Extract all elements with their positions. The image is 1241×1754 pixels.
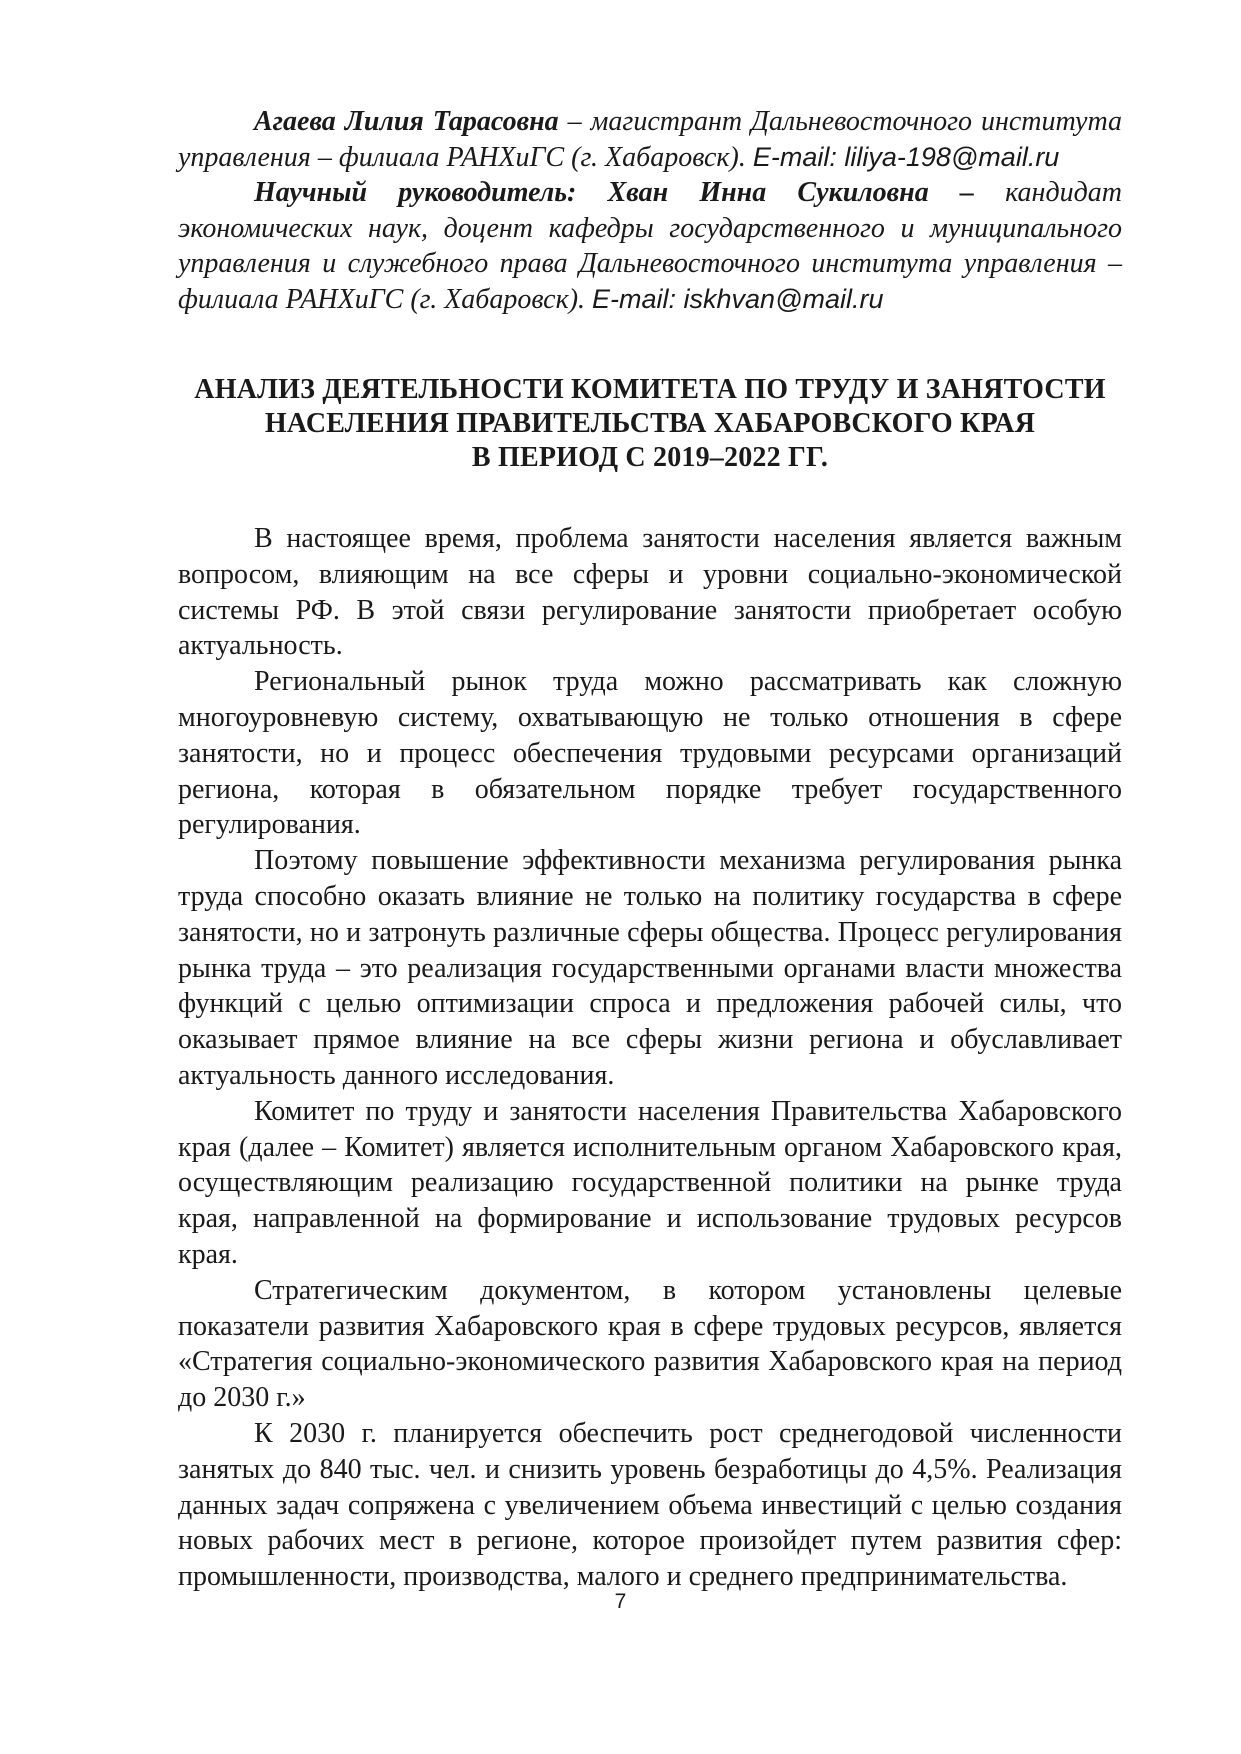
author-info-2 <box>178 175 1122 317</box>
author-block <box>178 104 1122 317</box>
author-name-2: Научный руководитель: Хван Инна Сукиловна – <box>254 177 974 208</box>
paragraph: К 2030 г. планируется обеспечить рост среднегодовой численности занятых до 840 тыс. чел. и снизить уровень безработицы до 4,5%. Реализация данных задач сопряжена с увеличением объема инвестиций с целью создания новых рабочих мест в регионе, которое произойдет путем развития сфер: промышленности, производства, малого и среднего предпринимательства. <box>178 1417 1122 1593</box>
article-title <box>178 373 1122 475</box>
author-email-1[interactable]: E-mail: liliya-198@mail.ru <box>752 141 1060 172</box>
paragraph: Региональный рынок труда можно рассматривать как сложную многоуровневую систему, охватывающую не только отношения в сфере занятости, но и процесс обеспечения трудовыми ресурсами организаций региона, которая в обязательном порядке требует государственного регулирования. <box>178 666 1122 841</box>
paragraph: Поэтому повышение эффективности механизма регулирования рынка труда способно оказать влияние не только на политику государства в сфере занятости, но и затронуть различные сферы общества. Процесс регулирования рынка труда – это реализация государственными органами власти множества функций с целью оптимизации спроса и предложения рабочей силы, что оказывает прямое влияние на все сферы жизни региона и обуславливает актуальность данного исследования. <box>178 845 1122 1091</box>
paragraph: В настоящее время, проблема занятости населения является важным вопросом, влияющим на все сферы и уровни социально-экономической системы РФ. В этой связи регулирование занятости приобретает особую актуальность. <box>178 523 1122 662</box>
author-description-2: кандидат экономических наук, доцент кафедры государственного и муниципального управления и служебного права Дальневосточного института управления – филиала РАНХиГС (г. Хабаровск). <box>178 177 1122 315</box>
author-description-1: – магистрант Дальневосточного института управления – филиала РАНХиГС (г. Хабаровск). <box>178 106 1123 173</box>
article-body <box>178 521 1122 1595</box>
paragraph: Стратегическим документом, в котором установлены целевые показатели развития Хабаровского края в сфере трудовых ресурсов, является «Стратегия социально-экономического развития Хабаровского края на период до 2030 г.» <box>178 1274 1122 1414</box>
author-name-1: Агаева Лилия Тарасовна <box>254 106 559 137</box>
author-info-1 <box>178 104 1122 175</box>
title-line-3: В ПЕРИОД С 2019–2022 ГГ. <box>471 442 829 473</box>
title-line-1: АНАЛИЗ ДЕЯТЕЛЬНОСТИ КОМИТЕТА ПО ТРУДУ И ЗАНЯТОСТИ <box>194 374 1106 405</box>
author-email-2[interactable]: E-mail: iskhvan@mail.ru <box>592 283 884 314</box>
title-line-2: НАСЕЛЕНИЯ ПРАВИТЕЛЬСТВА ХАБАРОВСКОГО КРАЯ <box>264 408 1036 439</box>
paragraph: Комитет по труду и занятости населения Правительства Хабаровского края (далее – Комитет) является исполнительным органом Хабаровского края, осуществляющим реализацию государственной политики на рынке труда края, направленной на формирование и использование трудовых ресурсов края. <box>178 1095 1122 1270</box>
page-number: 7 <box>614 1590 627 1613</box>
document-page <box>178 104 1122 1595</box>
